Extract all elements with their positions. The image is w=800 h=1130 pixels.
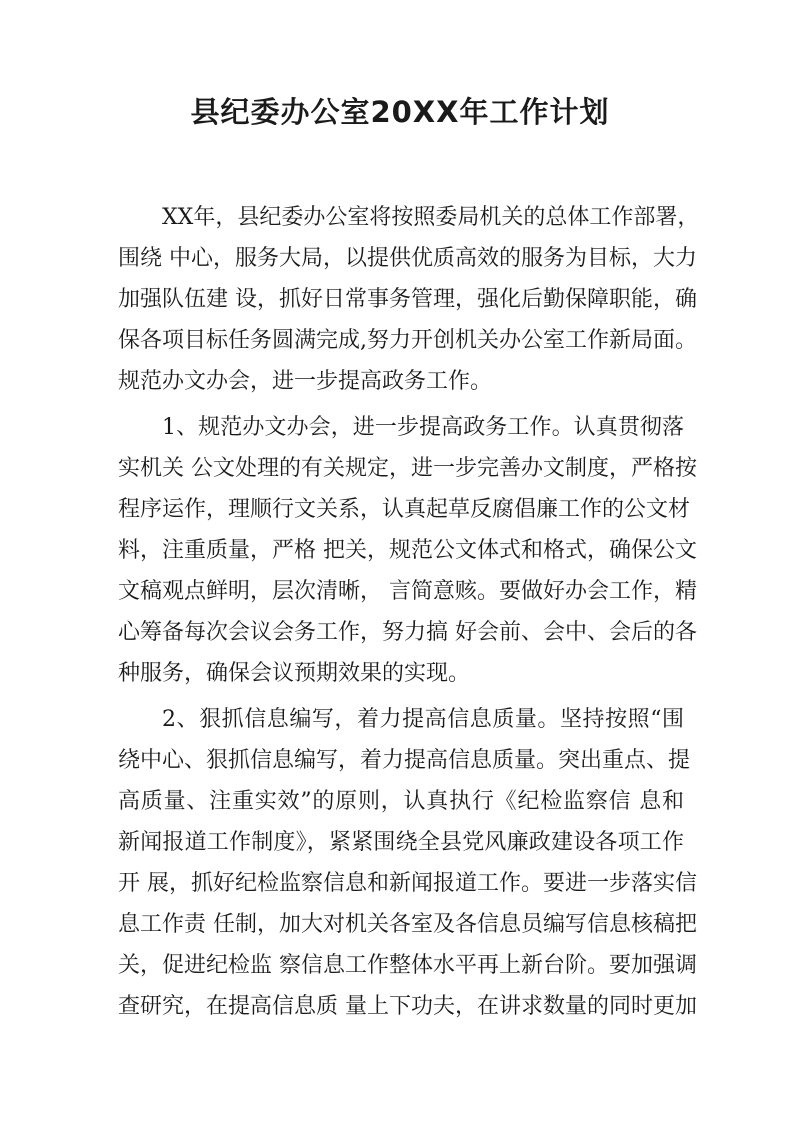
paragraph-line: 高质量、注重实效”的原则，认真执行《纪检监察信 息和 (118, 789, 684, 814)
paragraph-line: 种服务，确保会议预期效果的实现。 (118, 661, 471, 686)
paragraph-line: 2、狠抓信息编写，着力提高信息质量。坚持按照“围 (162, 707, 684, 732)
paragraph-line: 关，促进纪检监 察信息工作整体水平再上新台阶。要加强调 (118, 953, 697, 978)
paragraph-line: 料，注重质量，严格 把关，规范公文体式和格式，确保公文 (118, 538, 697, 563)
paragraph-line: 围绕 中心，服务大局，以提供优质高效的服务为目标，大力 (118, 246, 697, 271)
paragraph-line: 规范办文办会，进一步提高政务工作。 (118, 369, 493, 394)
paragraph-line: 实机关 公文处理的有关规定，进一步完善办文制度，严格按 (118, 456, 697, 481)
paragraph-line: 程序运作，理顺行文关系，认真起草反腐倡廉工作的公文材 (118, 497, 691, 522)
paragraph-line: 查研究，在提高信息质 量上下功夫，在讲求数量的同时更加 (118, 994, 697, 1019)
paragraph-line: 保各项目标任务圆满完成,努力开创机关办公室工作新局面。 (118, 328, 697, 353)
paragraph-line: 心筹备每次会议会务工作，努力搞 好会前、会中、会后的各 (118, 620, 697, 645)
paragraph-line: 息工作责 任制，加大对机关各室及各信息员编写信息核稿把 (118, 912, 697, 937)
paragraph-line: 绕中心、狠抓信息编写，着力提高信息质量。突出重点、提 (118, 748, 691, 773)
document-title: 县纪委办公室20XX年工作计划 (190, 95, 610, 129)
paragraph-line: 新闻报道工作制度》，紧紧围绕全县党风廉政建设各项工作 (118, 830, 684, 855)
paragraph-line: 文稿观点鲜明，层次清晰， 言简意赅。要做好办会工作，精 (118, 579, 697, 604)
paragraph-line: 加强队伍建 设，抓好日常事务管理，强化后勤保障职能，确 (118, 287, 697, 312)
paragraph-line: 开 展，抓好纪检监察信息和新闻报道工作。要进一步落实信 (118, 871, 697, 896)
paragraph-line: 1、规范办文办会，进一步提高政务工作。认真贯彻落 (162, 415, 684, 440)
paragraph-line: XX年，县纪委办公室将按照委局机关的总体工作部署， (162, 205, 700, 230)
